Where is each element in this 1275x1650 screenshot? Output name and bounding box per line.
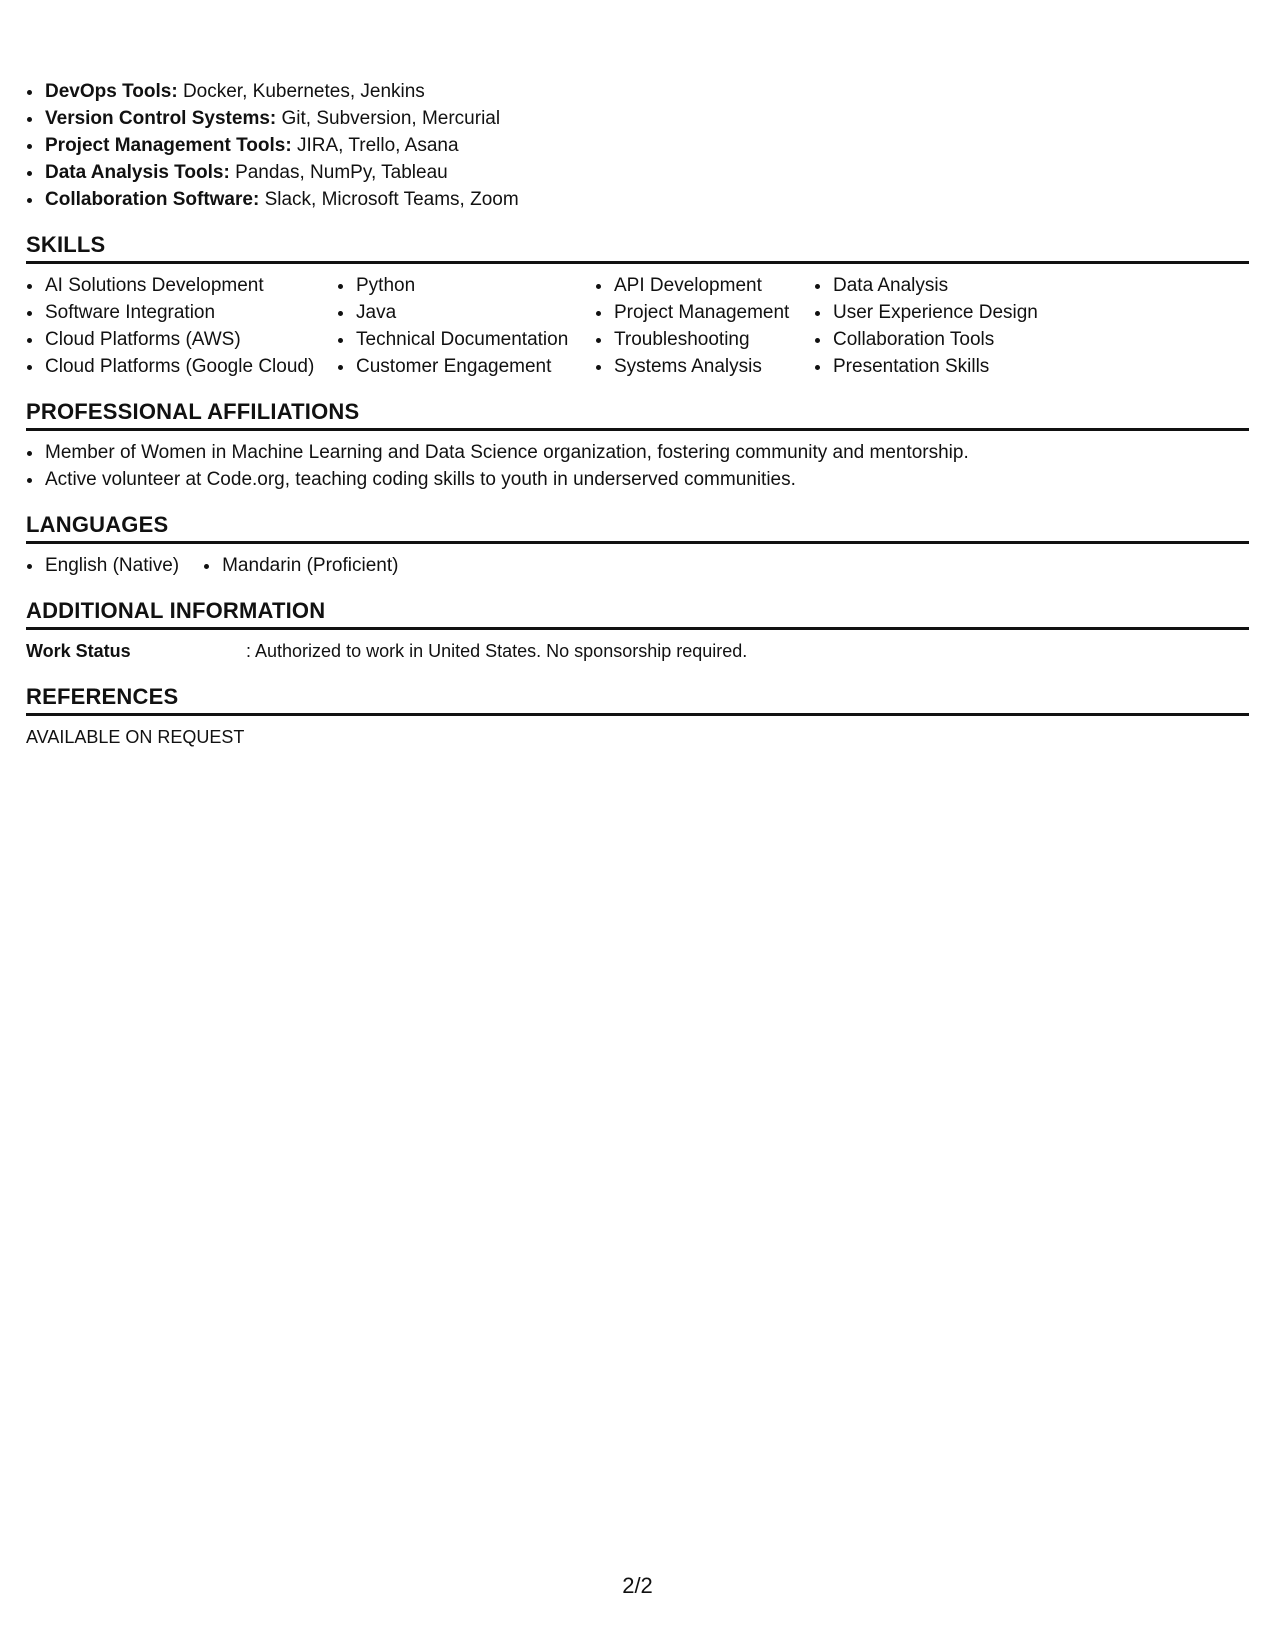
list-item [26,105,1249,132]
list-item: Member of Women in Machine Learning and Data Science organization, fostering community and mentorship. [26,439,1249,466]
list-item [26,78,1249,105]
skill-item: Data Analysis [814,272,1064,299]
tool-value: Pandas, NumPy, Tableau [235,162,448,183]
skill-item: Customer Engagement [337,353,595,380]
additional-info-heading: ADDITIONAL INFORMATION [26,598,326,623]
work-status-row [26,638,1249,665]
skill-item: AI Solutions Development [26,272,337,299]
skills-column [26,272,337,380]
tool-value: Slack, Microsoft Teams, Zoom [264,189,519,210]
skill-item: Troubleshooting [595,326,814,353]
skill-item: Project Management [595,299,814,326]
list-item [26,132,1249,159]
skill-item: Systems Analysis [595,353,814,380]
tool-value: Docker, Kubernetes, Jenkins [182,81,425,102]
skill-item: Cloud Platforms (Google Cloud) [26,353,337,380]
section-divider [26,428,1249,431]
skill-item: Cloud Platforms (AWS) [26,326,337,353]
tool-label: DevOps Tools: [45,81,178,102]
affiliations-list [26,439,1249,493]
language-item: Mandarin (Proficient) [203,552,398,579]
tool-label: Project Management Tools: [45,135,292,156]
language-item: English (Native) [26,552,179,579]
skill-item: Python [337,272,595,299]
skill-item: API Development [595,272,814,299]
skills-grid [26,272,1249,380]
section-divider [26,261,1249,264]
tool-label: Collaboration Software: [45,189,260,210]
work-status-value: : Authorized to work in United States. No sponsorship required. [246,641,748,661]
tools-list [26,78,1249,213]
section-divider [26,627,1249,630]
skill-item: Presentation Skills [814,353,1064,380]
tool-value: Git, Subversion, Mercurial [281,108,501,129]
skill-item: User Experience Design [814,299,1064,326]
skill-item: Technical Documentation [337,326,595,353]
skill-item: Collaboration Tools [814,326,1064,353]
section-divider [26,541,1249,544]
skills-column [814,272,1064,380]
references-text: AVAILABLE ON REQUEST [26,727,245,747]
tool-value: JIRA, Trello, Asana [296,135,459,156]
tool-label: Version Control Systems: [45,108,277,129]
work-status-label: Work Status [26,641,131,661]
tool-label: Data Analysis Tools: [45,162,230,183]
skill-item: Software Integration [26,299,337,326]
references-heading: REFERENCES [26,684,179,709]
list-item: Active volunteer at Code.org, teaching coding skills to youth in underserved communities. [26,466,1249,493]
list-item [26,159,1249,186]
languages-list [26,552,1249,579]
list-item [26,186,1249,213]
skills-column [337,272,595,380]
skill-item: Java [337,299,595,326]
section-divider [26,713,1249,716]
resume-page [26,78,1249,751]
skills-column [595,272,814,380]
skills-heading: SKILLS [26,232,106,257]
languages-heading: LANGUAGES [26,512,169,537]
affiliations-heading: PROFESSIONAL AFFILIATIONS [26,399,360,424]
page-number: 2/2 [622,1573,653,1598]
